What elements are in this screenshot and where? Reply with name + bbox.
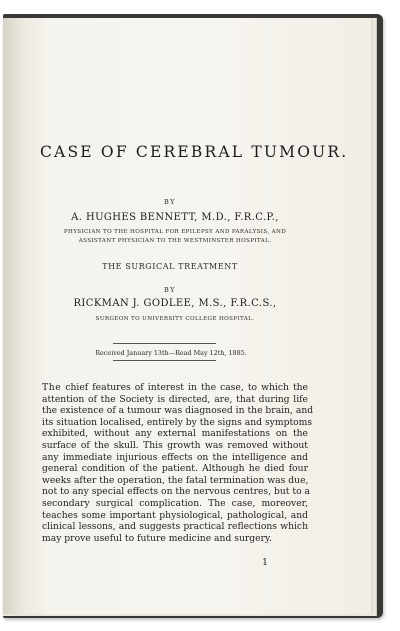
body-line: exhibited, without any external manifestations on the — [42, 428, 308, 440]
byline-by-1: BY — [164, 198, 176, 206]
received-date: Received January 13th—Read May 12th, 1885. — [95, 349, 247, 357]
body-line: its situation localised, entirely by the signs and symptoms — [42, 416, 313, 428]
body-paragraph — [42, 382, 314, 544]
body-line: secondary surgical complication. The case, moreover, — [42, 497, 308, 509]
byline-by-2: BY — [164, 286, 176, 294]
author-1-affiliation-line-2: ASSISTANT PHYSICIAN TO THE WESTMINSTER HOSPITAL. — [78, 238, 272, 244]
body-line: the existence of a tumour was diagnosed in the brain, and — [42, 405, 314, 417]
author-2-name: RICKMAN J. GODLEE, M.S., F.R.C.S., — [73, 298, 277, 309]
author-1-affiliation-line-1: PHYSICIAN TO THE HOSPITAL FOR EPILEPSY AND PARALYSIS, AND — [63, 229, 287, 235]
body-first-word: The — [42, 382, 62, 393]
body-line: not to any special effects on the nervous centres, but to a — [42, 486, 311, 498]
article-title: CASE OF CEREBRAL TUMOUR. — [40, 143, 349, 161]
body-line: weeks after the operation, the fatal termination was due, — [42, 474, 309, 486]
author-1-name: A. HUGHES BENNETT, M.D., F.R.C.P., — [71, 212, 279, 223]
body-line: surface of the skull. This growth was removed without — [42, 439, 308, 451]
body-line: The chief features of interest in the case, to which the — [42, 382, 308, 393]
body-line: teaches some important physiological, pathological, and — [42, 509, 308, 521]
author-2-affiliation: SURGEON TO UNIVERSITY COLLEGE HOSPITAL. — [95, 316, 255, 322]
body-line: any immediate injurious effects on the intelligence and — [42, 451, 308, 463]
body-line: clinical lessons, and suggests practical reflections which — [42, 521, 308, 533]
section-subheading: THE SURGICAL TREATMENT — [102, 262, 238, 271]
body-line: attention of the Society is directed, are, that during life — [42, 393, 308, 405]
page-number: 1 — [262, 557, 269, 568]
body-line: may prove useful to future medicine and surgery. — [42, 532, 272, 544]
body-line: general condition of the patient. Although he died four — [42, 463, 308, 475]
rule-above-received — [113, 343, 216, 344]
rule-below-received — [113, 360, 216, 361]
